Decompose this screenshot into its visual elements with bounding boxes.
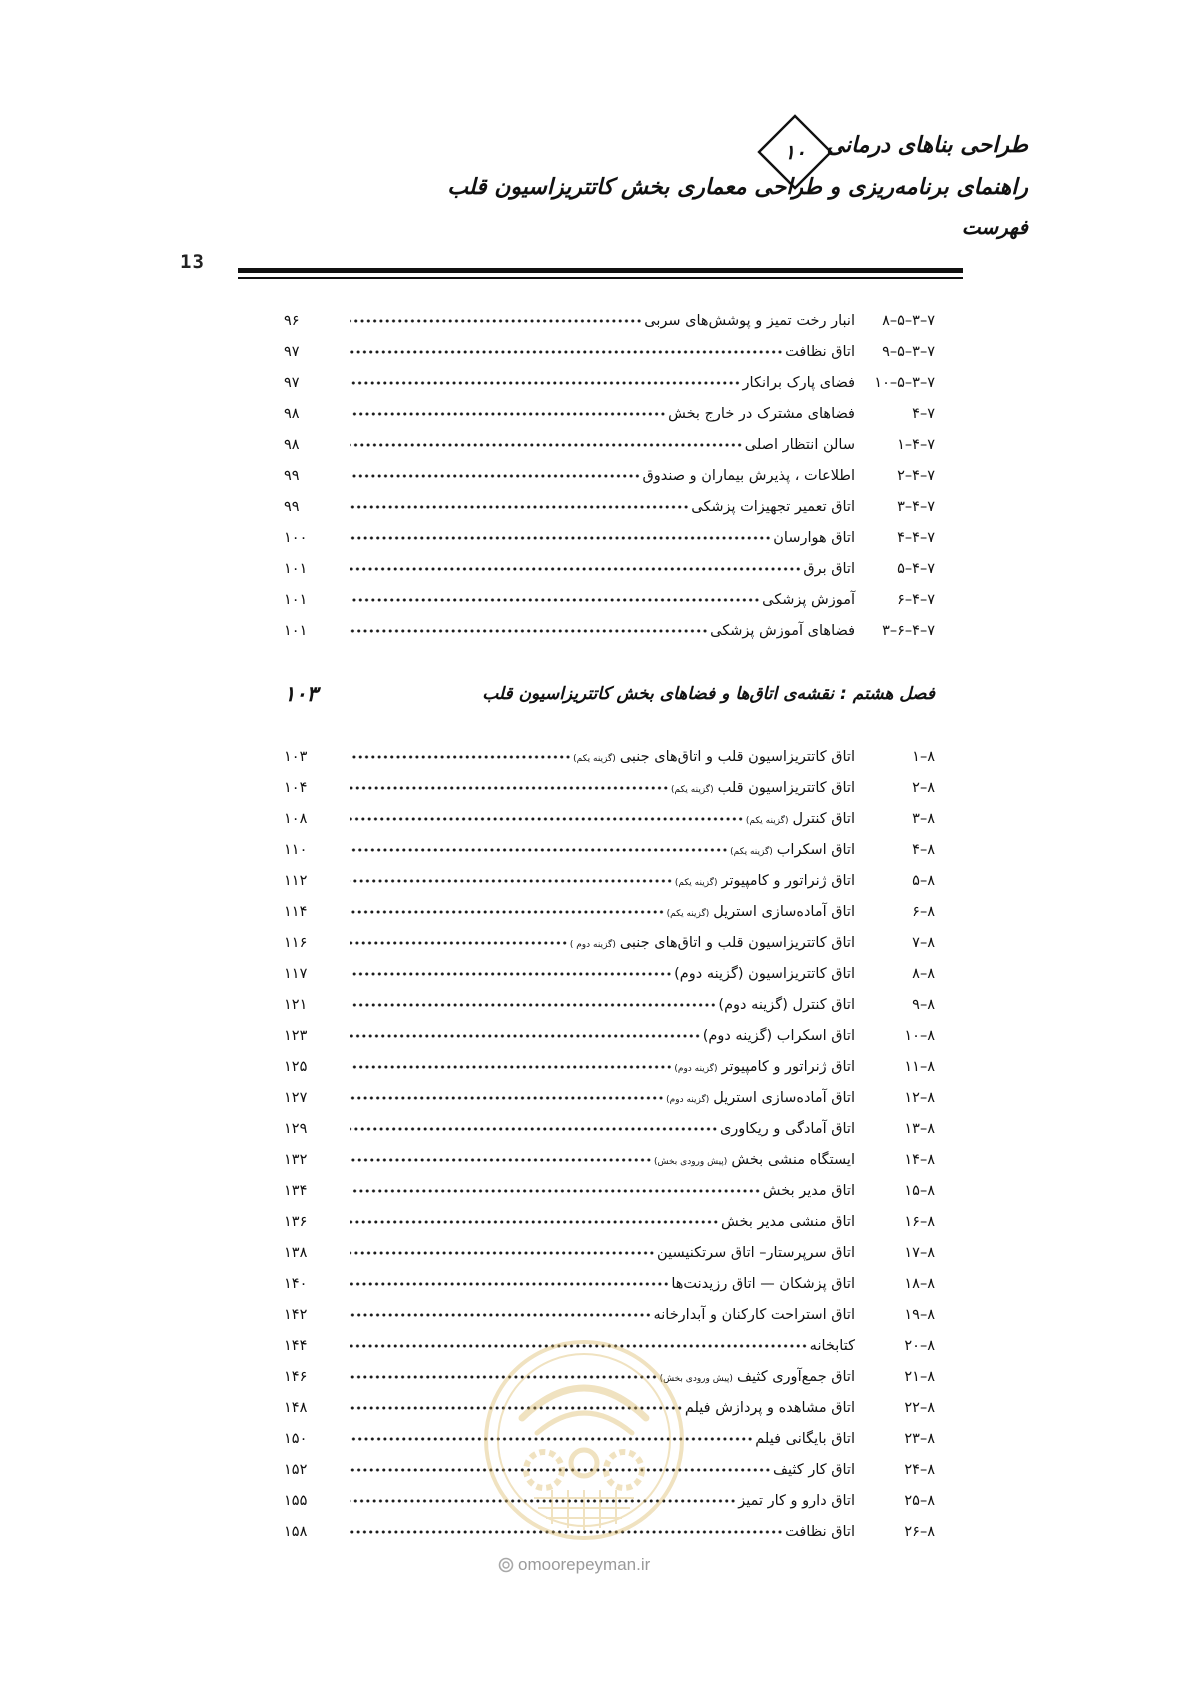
toc-entry-number: ۷–۴–۲ bbox=[897, 468, 935, 485]
toc-entry bbox=[280, 585, 935, 616]
toc-entry-note: (گزینه دوم) bbox=[666, 1094, 710, 1105]
toc-entry-note: (گزینه دوم ) bbox=[569, 939, 616, 950]
dot-leader bbox=[350, 1000, 716, 1010]
page-number: 13 bbox=[180, 251, 205, 273]
footer-watermark bbox=[498, 1555, 650, 1575]
toc-entry-page: ۹۶ bbox=[284, 312, 300, 329]
toc-entry-number: ۸–۶ bbox=[912, 903, 935, 920]
toc-entry bbox=[280, 1237, 935, 1268]
toc-entry-title-text: فضاهای مشترک در خارج بخش bbox=[668, 405, 855, 422]
dot-leader bbox=[350, 533, 771, 543]
toc-entry-title bbox=[668, 406, 855, 422]
dot-leader bbox=[350, 1124, 718, 1134]
toc-entry-title-text: اتاق کنترل (گزینه دوم) bbox=[718, 996, 855, 1013]
toc-entry-title bbox=[570, 935, 855, 951]
header-rule-thin bbox=[238, 277, 963, 279]
toc-entry-number: ۸–۲ bbox=[912, 779, 935, 796]
toc-entry-title-text: اتاق استراحت کارکنان و آبدارخانه bbox=[653, 1306, 855, 1323]
toc-entry-title bbox=[773, 530, 855, 546]
toc-entry-number: ۸–۵ bbox=[912, 872, 935, 889]
toc-entry-number: ۸–۱۱ bbox=[904, 1058, 935, 1075]
section-title: فهرست bbox=[961, 215, 1028, 239]
toc-entry bbox=[280, 616, 935, 647]
dot-leader bbox=[350, 440, 743, 450]
toc-entry-title-text: اتاق دارو و کار تمیز bbox=[738, 1492, 855, 1509]
toc-entry-page: ۱۱۴ bbox=[284, 903, 308, 920]
toc-entry-title-text: اتاق مشاهده و پردازش فیلم bbox=[684, 1399, 855, 1416]
toc-entry bbox=[280, 460, 935, 491]
chapter-heading bbox=[280, 678, 935, 710]
toc-entry bbox=[280, 1268, 935, 1299]
toc-entry-title bbox=[654, 1152, 855, 1168]
toc-entry-title-text: اتاق سرپرستار– اتاق سرتکنیسین bbox=[657, 1244, 855, 1261]
toc-entry-title-text: اتاق مدیر بخش bbox=[762, 1182, 855, 1199]
site-logo-icon bbox=[498, 1557, 514, 1573]
toc-entry-title-text: اتاق جمع‌آوری کثیف bbox=[736, 1368, 855, 1385]
footer-watermark-text: omoorepeyman.ir bbox=[518, 1555, 651, 1574]
toc-entry-title bbox=[810, 1338, 855, 1354]
dot-leader bbox=[350, 783, 669, 793]
toc-entry-page: ۱۱۲ bbox=[284, 872, 308, 889]
dot-leader bbox=[350, 409, 666, 419]
toc-entry-number: ۸–۱۲ bbox=[904, 1089, 935, 1106]
toc-entry-number: ۷–۳–۵–۱۰ bbox=[874, 374, 935, 391]
toc-entry-title-text: فضاهای آموزش پزشکی bbox=[710, 623, 855, 640]
toc-entry-title-text: اتاق کاتتریزاسیون قلب bbox=[717, 779, 855, 796]
dot-leader bbox=[350, 471, 641, 481]
toc-entry-title bbox=[691, 499, 855, 515]
toc-entry-note: (گزینه یکم) bbox=[573, 753, 616, 764]
toc-entry-title bbox=[721, 1214, 855, 1230]
toc-entry bbox=[280, 1113, 935, 1144]
toc-entry-page: ۱۳۸ bbox=[284, 1244, 308, 1261]
toc-entry-number: ۸–۱۴ bbox=[904, 1151, 935, 1168]
toc-entry-number: ۸–۱۰ bbox=[904, 1027, 935, 1044]
dot-leader bbox=[350, 969, 672, 979]
dot-leader bbox=[350, 564, 801, 574]
toc-entry-title bbox=[785, 344, 855, 360]
toc-entry-number: ۸–۸ bbox=[912, 965, 935, 982]
toc-entry-title bbox=[653, 1307, 855, 1323]
toc-entry-title bbox=[671, 1276, 855, 1292]
dot-leader bbox=[350, 814, 744, 824]
toc-entry-page: ۱۵۰ bbox=[284, 1430, 308, 1447]
toc-entry-page: ۹۸ bbox=[284, 405, 300, 422]
toc-entry-title bbox=[674, 1059, 855, 1075]
toc-entry bbox=[280, 492, 935, 523]
series-number: ۱۰ bbox=[784, 140, 806, 164]
dot-leader bbox=[350, 876, 673, 886]
toc-entry-title bbox=[667, 904, 855, 920]
toc-entry-number: ۷–۴–۵ bbox=[897, 561, 935, 578]
toc-entry-title bbox=[763, 1183, 855, 1199]
chapter-title: فصل هشتم : نقشه‌ی اتاق‌ها و فضاهای بخش کاتتریزاسیون قلب bbox=[482, 684, 935, 704]
dot-leader bbox=[350, 378, 741, 388]
toc-entry-page: ۱۱۶ bbox=[284, 934, 308, 951]
toc-entry bbox=[280, 1175, 935, 1206]
toc-entry bbox=[280, 741, 935, 772]
toc-entry-number: ۸–۲۰ bbox=[904, 1337, 935, 1354]
toc-entry-number: ۸–۲۱ bbox=[904, 1368, 935, 1385]
toc-entry-note: (گزینه یکم) bbox=[674, 877, 718, 888]
toc-entry-page: ۱۴۶ bbox=[284, 1368, 308, 1385]
toc-entry-number: ۷–۴–۶–۳ bbox=[882, 623, 935, 640]
toc-entry-note: (پیش ورودی بخش) bbox=[654, 1156, 728, 1167]
toc-entry-number: ۸–۷ bbox=[912, 934, 935, 951]
dot-leader bbox=[350, 316, 642, 326]
toc-entry-title bbox=[718, 997, 855, 1013]
dot-leader bbox=[350, 1062, 672, 1072]
toc-entry-title-text: اتاق آماده‌سازی استریل bbox=[713, 1089, 855, 1106]
toc-entry-title bbox=[685, 1400, 855, 1416]
toc-entry bbox=[280, 834, 935, 865]
toc-entry-title bbox=[660, 1369, 855, 1385]
toc-entry-title-text: اتاق بایگانی فیلم bbox=[755, 1430, 855, 1447]
toc-entry-number: ۷–۴–۳ bbox=[897, 499, 935, 516]
toc-entry-number: ۸–۱۸ bbox=[904, 1275, 935, 1292]
toc-entry-page: ۱۲۳ bbox=[284, 1027, 308, 1044]
toc-entry-note: (پیش ورودی بخش) bbox=[659, 1373, 733, 1384]
toc-entry-title bbox=[573, 749, 855, 765]
toc-entry-page: ۱۰۰ bbox=[284, 530, 308, 547]
dot-leader bbox=[350, 1031, 701, 1041]
toc-entry-page: ۱۲۹ bbox=[284, 1120, 308, 1137]
toc-entry bbox=[280, 989, 935, 1020]
toc-entry-note: (گزینه یکم) bbox=[666, 908, 710, 919]
toc-entry-title-text: اتاق کار کثیف bbox=[773, 1461, 855, 1478]
toc-entry-page: ۹۷ bbox=[284, 343, 300, 360]
toc-entry-page: ۱۵۵ bbox=[284, 1492, 308, 1509]
toc-entry-title-text: اتاق کاتتریزاسیون قلب و اتاق‌های جنبی bbox=[619, 748, 855, 765]
dot-leader bbox=[350, 1310, 651, 1320]
toc-entry bbox=[280, 958, 935, 989]
toc-entry-number: ۸–۲۵ bbox=[904, 1492, 935, 1509]
toc-entry-title-text: اتاق کاتتریزاسیون قلب و اتاق‌های جنبی bbox=[619, 934, 855, 951]
toc-entry bbox=[280, 1051, 935, 1082]
toc-entry-number: ۸–۳ bbox=[912, 810, 935, 827]
toc-entry-number: ۷–۴ bbox=[912, 405, 935, 422]
toc-entry-title bbox=[674, 966, 855, 982]
toc-entry bbox=[280, 367, 935, 398]
toc-entry-number: ۸–۱۶ bbox=[904, 1213, 935, 1230]
toc-entry-title-text: اتاق ژنراتور و کامپیوتر bbox=[721, 1058, 855, 1075]
toc-entry-page: ۱۰۴ bbox=[284, 779, 308, 796]
series-title: طراحی بناهای درمانی bbox=[826, 133, 1028, 158]
toc-entry-title bbox=[785, 1524, 855, 1540]
toc-entry-page: ۱۴۴ bbox=[284, 1337, 308, 1354]
toc-entry-page: ۱۳۶ bbox=[284, 1213, 308, 1230]
watermark-seal-icon bbox=[482, 1338, 686, 1542]
toc-entry-page: ۱۵۲ bbox=[284, 1461, 308, 1478]
toc-entry-page: ۱۰۱ bbox=[284, 592, 308, 609]
toc-entry-title bbox=[675, 873, 855, 889]
toc-entry-title bbox=[657, 1245, 855, 1261]
toc-entry-number: ۷–۳–۵–۸ bbox=[882, 312, 935, 329]
toc-entry-page: ۱۳۲ bbox=[284, 1151, 308, 1168]
toc-entry-title-text: اطلاعات ، پذیرش بیماران و صندوق bbox=[642, 468, 855, 485]
toc-entry-page: ۹۷ bbox=[284, 374, 300, 391]
toc-entry-page: ۱۰۱ bbox=[284, 623, 308, 640]
toc-entry-note: (گزینه یکم) bbox=[670, 784, 714, 795]
toc-entry bbox=[280, 554, 935, 585]
toc-entry-page: ۱۰۸ bbox=[284, 810, 308, 827]
toc-entry-title-text: اتاق برق bbox=[803, 561, 855, 578]
toc-entry-page: ۱۴۲ bbox=[284, 1306, 308, 1323]
toc-entry bbox=[280, 1299, 935, 1330]
toc-entry bbox=[280, 927, 935, 958]
toc-entry bbox=[280, 896, 935, 927]
toc-entry-page: ۱۰۱ bbox=[284, 561, 308, 578]
toc-entry-number: ۸–۲۳ bbox=[904, 1430, 935, 1447]
toc-entry-title-text: انبار رخت تمیز و پوشش‌های سربی bbox=[644, 312, 855, 329]
toc-entry-note: (گزینه دوم) bbox=[674, 1063, 718, 1074]
toc-entry bbox=[280, 398, 935, 429]
toc-entry-page: ۱۱۷ bbox=[284, 965, 308, 982]
dot-leader bbox=[350, 347, 783, 357]
toc-entry-title-text: اتاق اسکراب (گزینه دوم) bbox=[702, 1027, 855, 1044]
dot-leader bbox=[350, 626, 708, 636]
toc-entry-title-text: آموزش پزشکی bbox=[762, 592, 855, 609]
dot-leader bbox=[350, 1217, 719, 1227]
toc-entry bbox=[280, 1206, 935, 1237]
toc-entry-title bbox=[762, 592, 855, 608]
dot-leader bbox=[350, 938, 568, 948]
toc-entry-page: ۹۹ bbox=[284, 499, 300, 516]
toc-entry-title-text: اتاق کاتتریزاسیون (گزینه دوم) bbox=[674, 965, 855, 982]
toc-entry-number: ۸–۱۷ bbox=[904, 1244, 935, 1261]
toc-entry-page: ۱۲۱ bbox=[284, 996, 308, 1013]
toc-entry bbox=[280, 336, 935, 367]
toc-entry-page: ۱۵۸ bbox=[284, 1523, 308, 1540]
book-title: راهنمای برنامه‌ریزی و طراحی معماری بخش کاتتریزاسیون قلب bbox=[447, 175, 1028, 200]
toc-entry-title bbox=[644, 313, 855, 329]
toc-entry-title bbox=[745, 437, 855, 453]
toc-entry-number: ۸–۲۴ bbox=[904, 1461, 935, 1478]
toc-entry bbox=[280, 305, 935, 336]
toc-entry-title-text: کتابخانه bbox=[809, 1337, 855, 1354]
toc-entry-number: ۸–۲۲ bbox=[904, 1399, 935, 1416]
dot-leader bbox=[350, 752, 571, 762]
toc-entry bbox=[280, 803, 935, 834]
toc-entry-title-text: ایستگاه منشی بخش bbox=[731, 1151, 855, 1168]
dot-leader bbox=[350, 595, 760, 605]
toc-entry bbox=[280, 1020, 935, 1051]
toc-entry-title bbox=[755, 1431, 855, 1447]
toc-entry-number: ۸–۲۶ bbox=[904, 1523, 935, 1540]
dot-leader bbox=[350, 1279, 669, 1289]
toc-entry-number: ۷–۴–۱ bbox=[897, 436, 935, 453]
toc-entry-number: ۸–۹ bbox=[912, 996, 935, 1013]
toc-entry-title bbox=[803, 561, 855, 577]
toc-entry-title bbox=[743, 375, 855, 391]
toc-entry-title-text: سالن انتظار اصلی bbox=[744, 436, 855, 453]
header-rule-thick bbox=[238, 268, 963, 273]
toc-entry-title bbox=[730, 842, 855, 858]
toc-entry-note: (گزینه یکم) bbox=[730, 846, 773, 857]
toc-entry-title-text: اتاق نظافت bbox=[785, 1523, 855, 1540]
toc-entry-title-text: اتاق ژنراتور و کامپیوتر bbox=[721, 872, 855, 889]
toc-entry-page: ۱۱۰ bbox=[284, 841, 308, 858]
toc-block-chapter-7 bbox=[280, 305, 935, 647]
dot-leader bbox=[350, 845, 728, 855]
toc-entry-title-text: اتاق آماده‌سازی استریل bbox=[713, 903, 855, 920]
toc-entry-page: ۹۸ bbox=[284, 436, 300, 453]
dot-leader bbox=[350, 1248, 655, 1258]
toc-entry bbox=[280, 523, 935, 554]
toc-entry-title-text: اتاق آمادگی و ریکاوری bbox=[719, 1120, 855, 1137]
toc-entry-number: ۸–۱۹ bbox=[904, 1306, 935, 1323]
dot-leader bbox=[350, 1186, 761, 1196]
toc-entry-title bbox=[710, 623, 855, 639]
toc-entry bbox=[280, 865, 935, 896]
dot-leader bbox=[350, 1093, 664, 1103]
toc-entry-title bbox=[671, 780, 855, 796]
toc-entry-page: ۱۴۸ bbox=[284, 1399, 308, 1416]
toc-entry bbox=[280, 772, 935, 803]
dot-leader bbox=[350, 502, 689, 512]
toc-entry-number: ۸–۴ bbox=[912, 841, 935, 858]
toc-entry-title-text: اتاق هوارسان bbox=[773, 530, 855, 547]
toc-entry-page: ۱۰۳ bbox=[284, 748, 308, 765]
toc-entry-title bbox=[643, 468, 856, 484]
toc-entry-page: ۱۴۰ bbox=[284, 1275, 308, 1292]
toc-entry-title-text: اتاق نظافت bbox=[785, 343, 855, 360]
toc-entry-title-text: اتاق اسکراب bbox=[776, 841, 855, 858]
dot-leader bbox=[350, 907, 665, 917]
dot-leader bbox=[350, 1155, 652, 1165]
toc-entry-title bbox=[738, 1493, 855, 1509]
toc-entry-page: ۹۹ bbox=[284, 468, 300, 485]
toc-entry-title bbox=[773, 1462, 855, 1478]
toc-entry-page: ۱۳۴ bbox=[284, 1182, 308, 1199]
toc-entry-title bbox=[666, 1090, 855, 1106]
toc-entry-title-text: فضای پارک برانکار bbox=[742, 374, 855, 391]
toc-entry-page: ۱۲۷ bbox=[284, 1089, 308, 1106]
toc-entry bbox=[280, 1144, 935, 1175]
toc-entry-title-text: اتاق منشی مدیر بخش bbox=[720, 1213, 855, 1230]
toc-entry-title-text: اتاق تعمیر تجهیزات پزشکی bbox=[691, 499, 855, 516]
toc-entry-number: ۷–۴–۴ bbox=[897, 530, 935, 547]
toc-entry-note: (گزینه یکم) bbox=[745, 815, 789, 826]
toc-entry-number: ۸–۱۳ bbox=[904, 1120, 935, 1137]
toc-entry bbox=[280, 429, 935, 460]
toc-entry-title bbox=[746, 811, 855, 827]
toc-entry-title-text: اتاق پزشکان — اتاق رزیدنت‌ها bbox=[671, 1275, 855, 1292]
toc-entry-number: ۷–۴–۶ bbox=[897, 592, 935, 609]
toc-entry-number: ۷–۳–۵–۹ bbox=[882, 343, 935, 360]
toc-entry-title bbox=[703, 1028, 855, 1044]
toc-entry-number: ۸–۱ bbox=[912, 748, 935, 765]
toc-entry-title-text: اتاق کنترل bbox=[792, 810, 855, 827]
toc-entry-title bbox=[720, 1121, 855, 1137]
toc-entry-number: ۸–۱۵ bbox=[904, 1182, 935, 1199]
toc-entry bbox=[280, 1082, 935, 1113]
chapter-page: ۱۰۳ bbox=[284, 682, 318, 706]
toc-entry-page: ۱۲۵ bbox=[284, 1058, 308, 1075]
